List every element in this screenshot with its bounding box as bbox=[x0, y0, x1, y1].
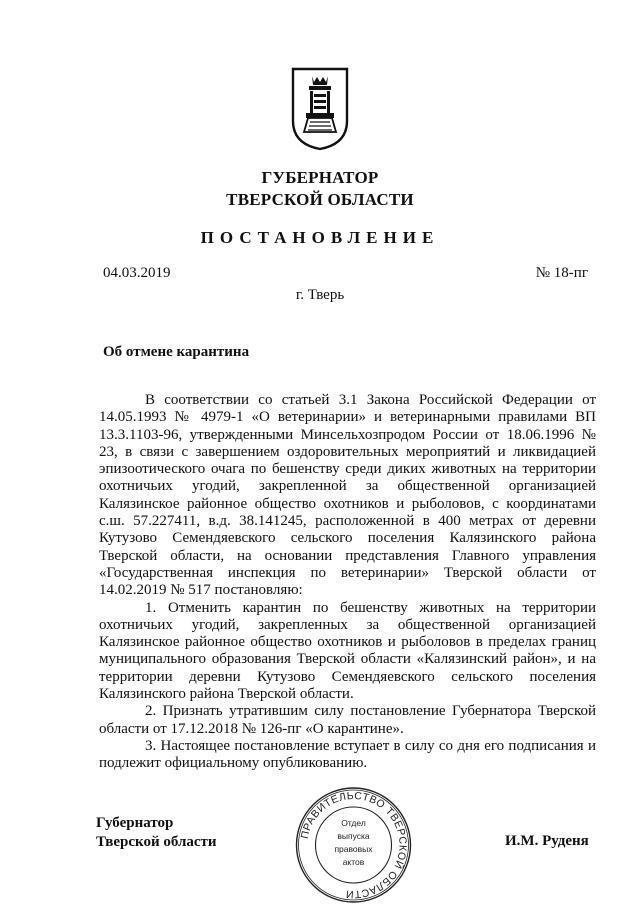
paragraph-item-3: 3. Настоящее постановление вступает в силу со дня его подписания и подлежит официальному опубликованию. bbox=[99, 737, 596, 772]
document-type: ПОСТАНОВЛЕНИЕ bbox=[200, 228, 440, 247]
document-number: № 18-пг bbox=[535, 265, 588, 281]
signatory-position-line2: Тверской области bbox=[96, 834, 217, 850]
stamp-ring-text: ПРАВИТЕЛЬСТВО ТВЕРСКОЙ ОБЛАСТИ bbox=[298, 789, 409, 901]
document-date: 04.03.2019 bbox=[103, 265, 171, 281]
document-subject: Об отмене карантина bbox=[103, 344, 250, 360]
document-body bbox=[99, 392, 596, 773]
paragraph-preamble: В соответствии со статьей 3.1 Закона Российской Федерации от 14.05.1993 № 4979-1 «О ветеринарии» и ветеринарными правилами ВП 13.3.1103-96, утвержденными Минсельхозпродом России от 18.06.1996 № 23, в связи с завершением оздоровительных мероприятий и ликвидацией эпизоотического очага по бешенству среди диких животных на территории охотничьих угодий, закрепленной за общественной организацией Калязинское районное общество охотников и рыболовов, с координатами с.ш. 57.227411, в.д. 38.141245, расположенной в 400 метрах от деревни Кутузово Семендяевского сельского поселения Калязинского района Тверской области, на основании представления Главного управления «Государственная инспекция по ветеринарии» Тверской области от 14.02.2019 № 517 постановляю: bbox=[99, 392, 596, 599]
signatory-position bbox=[96, 814, 217, 852]
stamp-line3: правовых bbox=[334, 844, 373, 854]
official-stamp bbox=[291, 786, 416, 904]
signatory-name: И.М. Руденя bbox=[505, 833, 589, 849]
coat-of-arms-icon bbox=[290, 66, 350, 151]
issuer-title-line2: ТВЕРСКОЙ ОБЛАСТИ bbox=[226, 190, 414, 209]
stamp-line1: Отдел bbox=[341, 818, 366, 828]
stamp-line2: выпуска bbox=[337, 831, 370, 841]
document-city: г. Тверь bbox=[295, 287, 345, 303]
issuer-title-line1: ГУБЕРНАТОР bbox=[261, 168, 379, 187]
stamp-line4: актов bbox=[342, 857, 365, 867]
paragraph-item-1: 1. Отменить карантин по бешенству животных на территории охотничьих угодий, закрепленных за общественной организацией Калязинское районное общество охотников и рыболовов в пределах границ муниципального образования Тверской области «Калязинский район», и на территории деревни Кутузово Семендяевского сельского поселения Калязинского района Тверской области. bbox=[99, 599, 596, 703]
signatory-position-line1: Губернатор bbox=[96, 815, 174, 831]
paragraph-item-2: 2. Признать утратившим силу постановление Губернатора Тверской области от 17.12.2018 № 126-пг «О карантине». bbox=[99, 703, 596, 737]
